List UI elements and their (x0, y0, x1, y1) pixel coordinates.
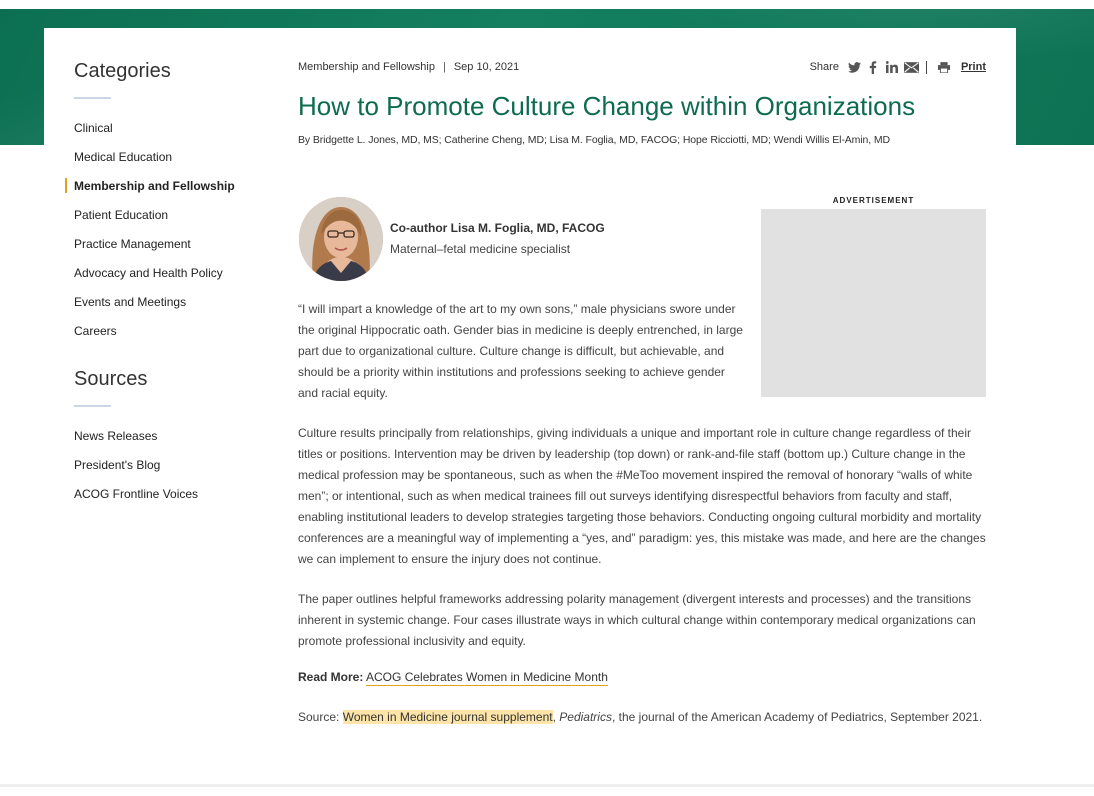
sidebar-item-patient-education[interactable]: Patient Education (74, 208, 169, 222)
source-comma: , (552, 710, 556, 724)
article-meta-left (298, 61, 519, 73)
print-link[interactable]: Print (960, 61, 986, 73)
advertisement-placeholder[interactable] (761, 209, 986, 397)
top-strip (0, 0, 1094, 9)
author-avatar (299, 197, 383, 281)
article (298, 58, 986, 724)
article-paragraph-2: Culture results principally from relationships, giving individuals a unique and important role in culture change regardless of their titles or positions. Intervention may be driven by leadership (top down) or rank-and-file staff (bottom up.) Culture change in the medical profession may be spontaneous, such as when the #MeToo movement inspired the removal of honorary “walls of white men”; or intentional, such as when medical trainees fill out surveys identifying disrespectful behaviors from faculty and staff, enabling institutional leaders to develop strategies targeting those behaviors. Conducting ongoing cultural morbidity and mortality conferences are a meaningful way of implementing a “yes, and” paradigm: yes, this mistake was made, and here are the changes we can implement to ensure the injury does not continue. (298, 426, 986, 566)
source-link[interactable]: Women in Medicine journal supplement (342, 710, 553, 724)
share-bar (810, 58, 986, 76)
author-role: Maternal–fetal medicine specialist (390, 242, 571, 256)
sidebar-item-practice-management[interactable]: Practice Management (74, 237, 191, 251)
read-more-label: Read More: (298, 670, 364, 684)
categories-list (74, 121, 264, 353)
source-label: Source: (298, 710, 340, 724)
article-category-link[interactable]: Membership and Fellowship (298, 61, 435, 73)
article-date: Sep 10, 2021 (453, 61, 520, 73)
sidebar-item-clinical[interactable]: Clinical (74, 121, 113, 135)
twitter-icon[interactable] (846, 60, 863, 74)
sidebar-item-medical-education[interactable]: Medical Education (74, 150, 173, 164)
sidebar-item-membership-and-fellowship[interactable]: Membership and Fellowship (74, 179, 264, 208)
author-card (298, 197, 758, 283)
sidebar-item-advocacy-and-health-policy[interactable]: Advocacy and Health Policy (74, 266, 223, 280)
facebook-icon[interactable] (865, 60, 882, 74)
sources-heading: Sources (74, 368, 148, 390)
sidebar-item-careers[interactable]: Careers (74, 324, 117, 338)
footer-divider (0, 784, 1094, 787)
source-tail: , the journal of the American Academy of Pediatrics, September 2021. (611, 710, 983, 724)
read-more-link[interactable]: ACOG Celebrates Women in Medicine Month (366, 670, 608, 684)
share-divider (926, 61, 927, 74)
categories-heading: Categories (74, 60, 171, 82)
share-label: Share (809, 61, 839, 73)
source-line (298, 710, 982, 724)
email-icon[interactable] (903, 60, 920, 74)
article-meta (298, 58, 986, 76)
author-name: Co-author Lisa M. Foglia, MD, FACOG (390, 221, 605, 235)
sidebar-item-news-releases[interactable]: News Releases (74, 429, 158, 443)
article-byline: By Bridgette L. Jones, MD, MS; Catherine Cheng, MD; Lisa M. Foglia, MD, FACOG; Hope Ricciotti, MD; Wendi Willis El-Amin, MD (298, 134, 891, 146)
article-paragraph-3: The paper outlines helpful frameworks addressing polarity management (divergent interests and processes) and the transitions inherent in systemic change. Four cases illustrate ways in which cultural change within contemporary medical organizations can promote professional inclusivity and equity. (298, 592, 976, 648)
sidebar-item-events-and-meetings[interactable]: Events and Meetings (74, 295, 187, 309)
sources-heading-rule (74, 405, 111, 407)
read-more (298, 670, 608, 684)
linkedin-icon[interactable] (884, 60, 901, 74)
sidebar-item-acog-frontline-voices[interactable]: ACOG Frontline Voices (74, 487, 199, 501)
sources-section (74, 366, 264, 516)
printer-icon[interactable] (936, 60, 953, 74)
sources-list (74, 429, 264, 516)
sidebar-item-presidents-blog[interactable]: President's Blog (74, 458, 161, 472)
source-journal: Pediatrics (559, 710, 612, 724)
categories-heading-rule (74, 97, 111, 99)
sidebar (74, 58, 264, 516)
advertisement-label: ADVERTISEMENT (832, 196, 915, 205)
meta-separator: | (442, 61, 446, 73)
article-paragraph-1: “I will impart a knowledge of the art to my own sons,” male physicians swore under the original Hippocratic oath. Gender bias in medicine is deeply entrenched, in large part due to organizational culture. Culture change is difficult, but achievable, and should be a priority within institutions and professions seeking to achieve gender and racial equity. (298, 302, 743, 400)
article-title: How to Promote Culture Change within Organizations (298, 91, 916, 121)
